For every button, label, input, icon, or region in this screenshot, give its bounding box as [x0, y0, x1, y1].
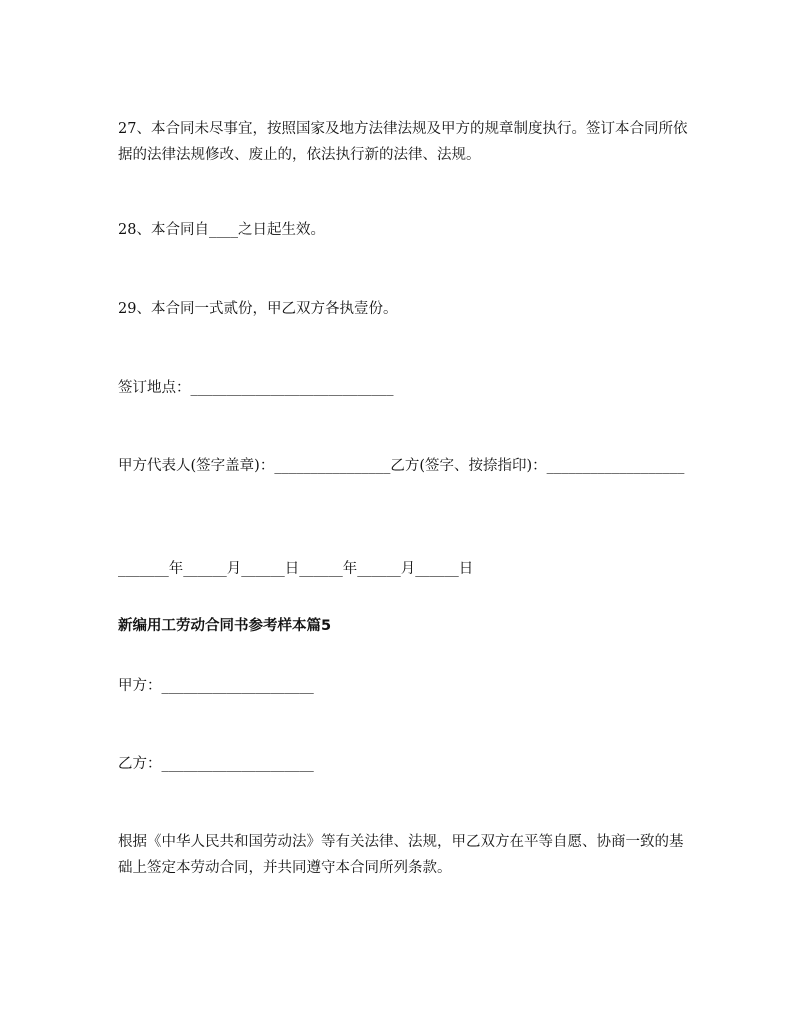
intro-paragraph: 根据《中华人民共和国劳动法》等有关法律、法规，甲乙双方在平等自愿、协商一致的基础上签定本劳动合同，并共同遵守本合同所列条款。	[118, 834, 684, 876]
signing-place: 签订地点：____________________________	[118, 380, 394, 396]
clause-29: 29、本合同一式贰份，甲乙双方各执壹份。	[118, 301, 398, 317]
party-b-line: 乙方：_____________________	[118, 756, 314, 772]
date-line: _______年______月______日______年______月______日	[118, 561, 474, 577]
signature-line: 甲方代表人(签字盖章)：________________乙方(签字、按捺指印)：___________________	[118, 458, 685, 474]
section-heading: 新编用工劳动合同书参考样本篇5	[118, 618, 332, 634]
clause-27: 27、本合同未尽事宜，按照国家及地方法律法规及甲方的规章制度执行。签订本合同所依据的法律法规修改、废止的，依法执行新的法律、法规。	[118, 121, 688, 163]
clause-28: 28、本合同自____之日起生效。	[118, 222, 325, 238]
party-a-line: 甲方：_____________________	[118, 678, 314, 694]
